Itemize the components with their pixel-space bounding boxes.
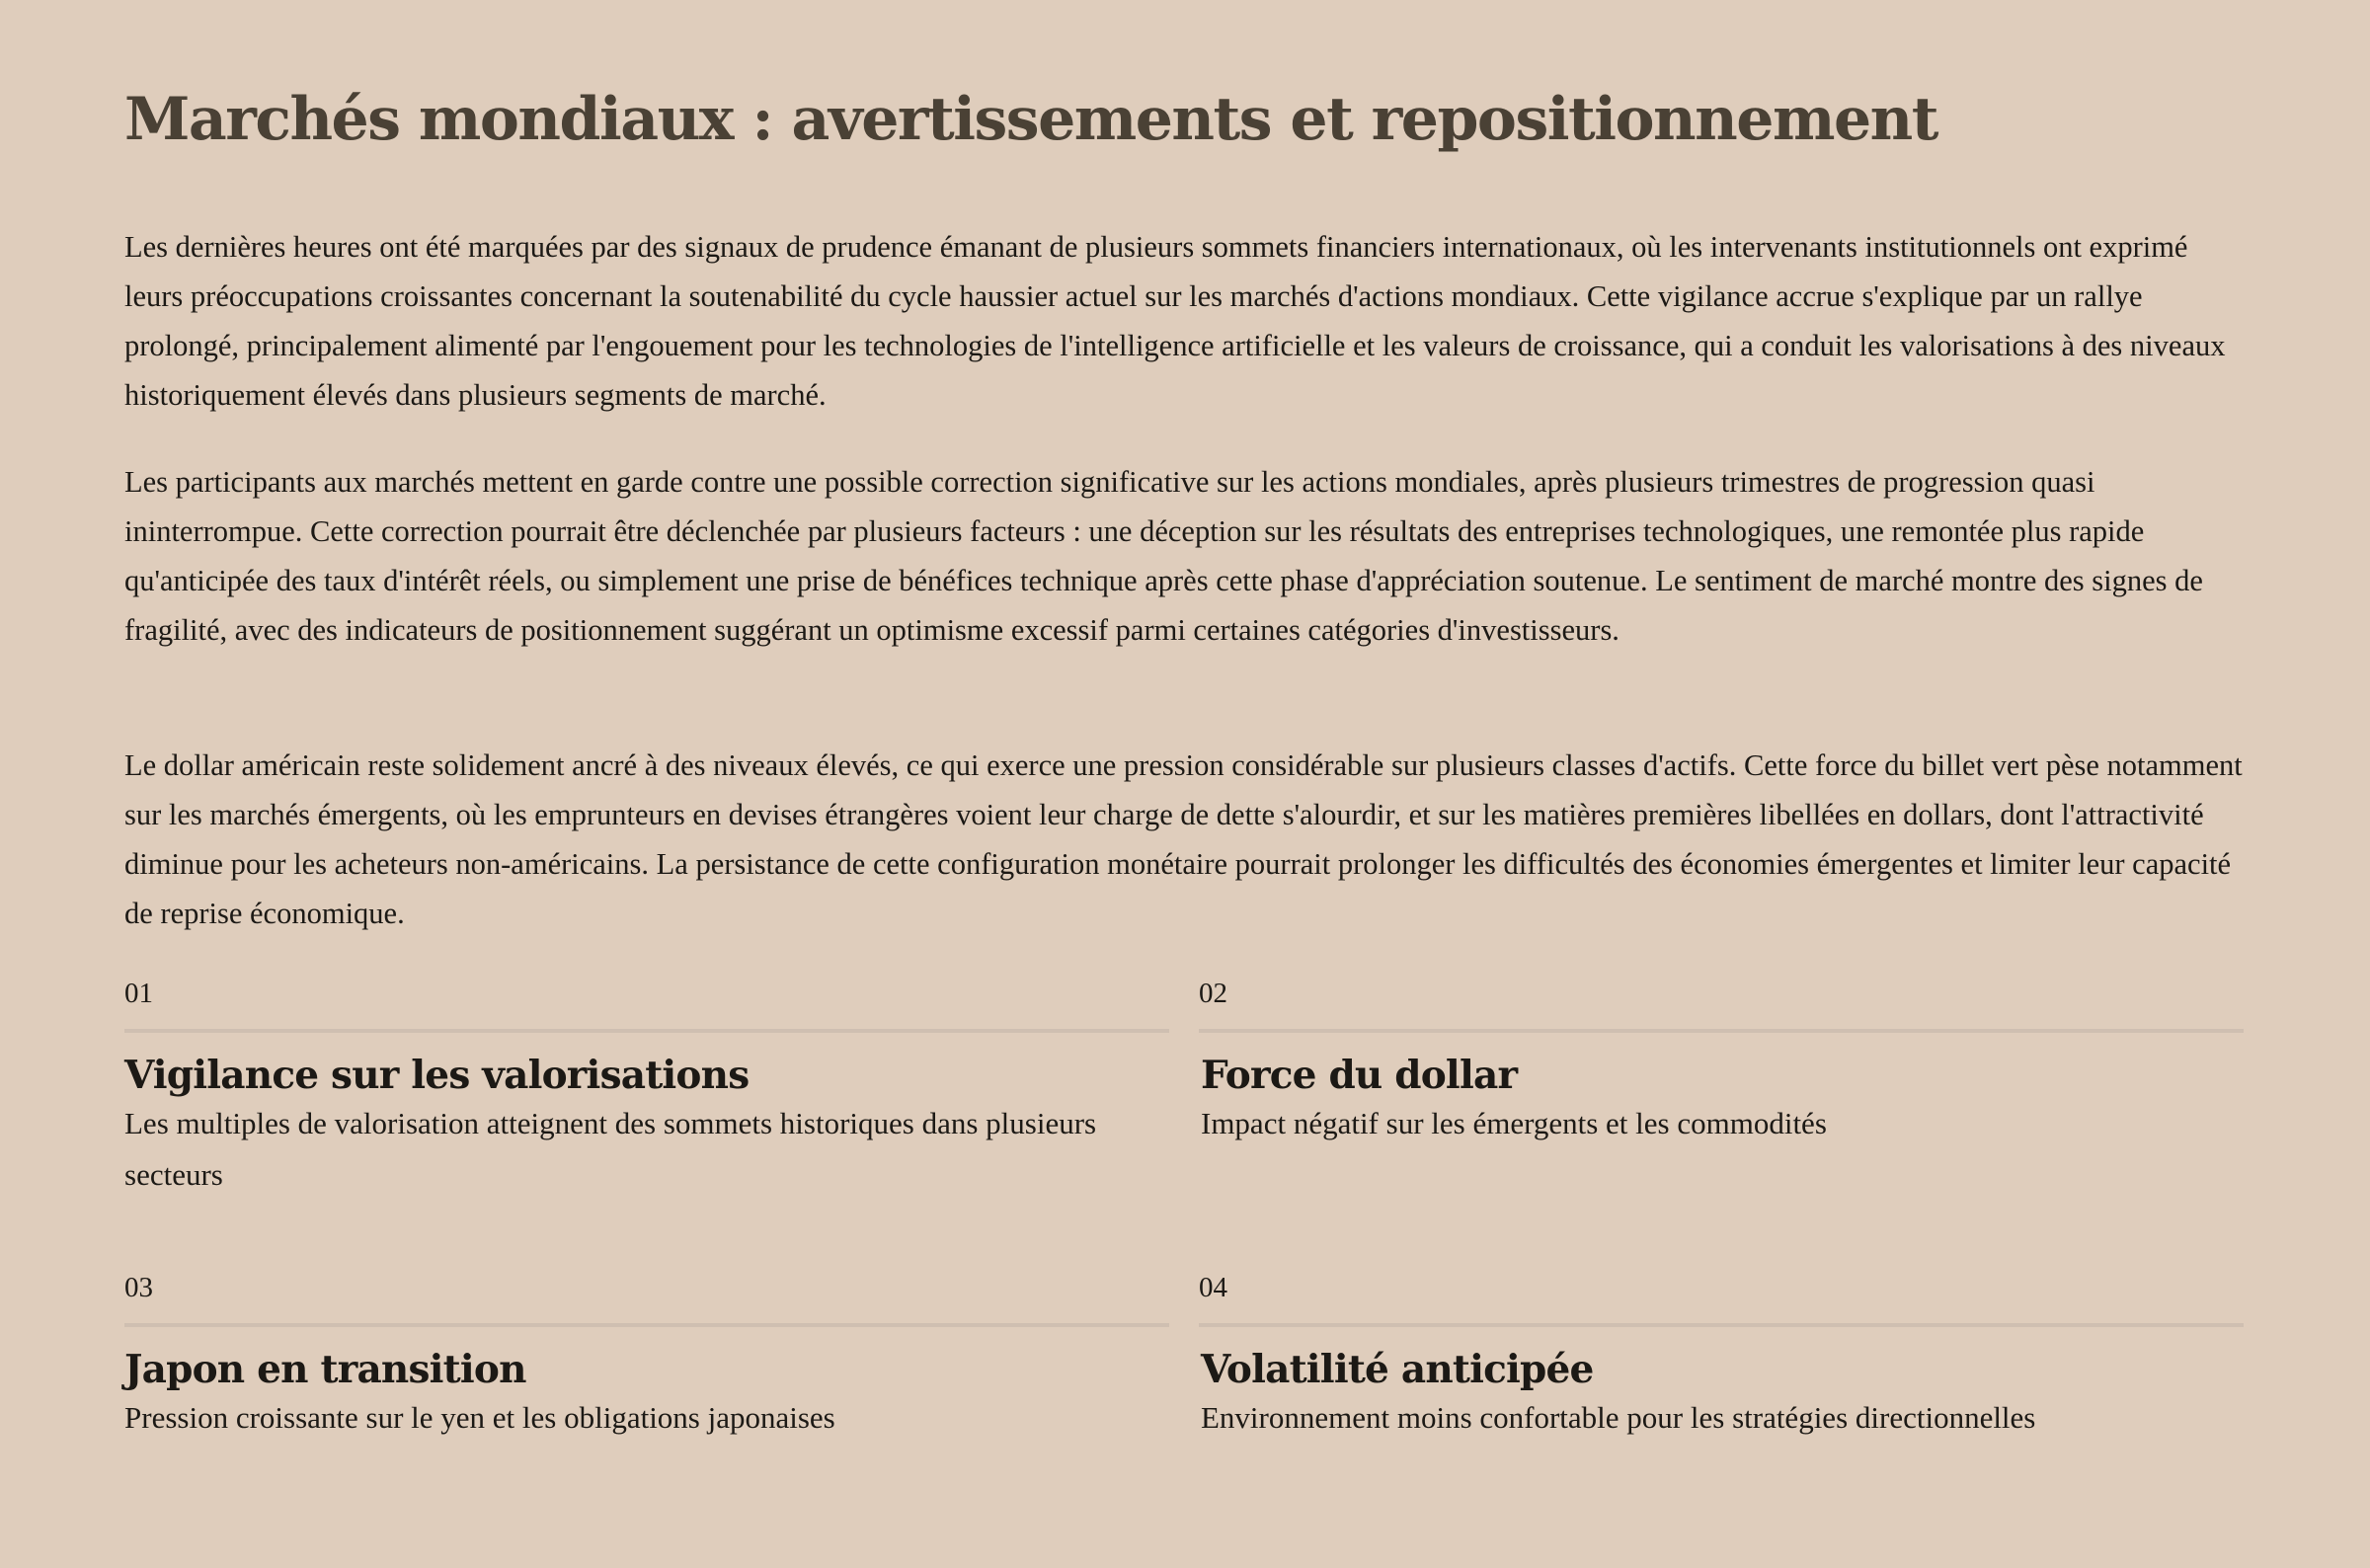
- page-title: Marchés mondiaux : avertissements et repositionnement: [124, 85, 1937, 154]
- divider: [124, 1323, 1169, 1327]
- key-point-number: 02: [1199, 978, 1227, 1009]
- divider: [1199, 1029, 2244, 1033]
- key-point-title: Japon en transition: [124, 1347, 526, 1392]
- key-point-title: Volatilité anticipée: [1201, 1347, 1594, 1392]
- paragraph: Le dollar américain reste solidement ancré à des niveaux élevés, ce qui exerce une pression considérable sur plusieurs classes d'actifs. Cette force du billet vert pèse notamment sur les marchés émergents, où les emprunteurs en devises étrangères voient leur charge de dette s'alourdir, et sur les matières premières libellées en dollars, dont l'attractivité diminue pour les acheteurs non-américains. La persistance de cette configuration monétaire pourrait prolonger les difficultés des économies émergentes et limiter leur capacité de reprise économique.: [124, 748, 2243, 930]
- key-point-number: 01: [124, 978, 153, 1009]
- divider: [124, 1029, 1169, 1033]
- key-point-description: Environnement moins confortable pour les stratégies directionnelles: [1201, 1400, 2036, 1435]
- key-point-description: Les multiples de valorisation atteignent des sommets historiques dans plusieurs secteurs: [124, 1106, 1097, 1192]
- key-point-number: 04: [1199, 1272, 1227, 1303]
- key-point-description: Impact négatif sur les émergents et les commodités: [1201, 1106, 1827, 1140]
- paragraph: Les dernières heures ont été marquées par des signaux de prudence émanant de plusieurs sommets financiers internationaux, où les intervenants institutionnels ont exprimé leurs préoccupations croissantes concernant la soutenabilité du cycle haussier actuel sur les marchés d'actions mondiaux. Cette vigilance accrue s'explique par un rallye prolongé, principalement alimenté par l'engouement pour les technologies de l'intelligence artificielle et les valeurs de croissance, qui a conduit les valorisations à des niveaux historiquement élevés dans plusieurs segments de marché.: [124, 230, 2226, 412]
- paragraph: Les participants aux marchés mettent en garde contre une possible correction significative sur les actions mondiales, après plusieurs trimestres de progression quasi ininterrompue. Cette correction pourrait être déclenchée par plusieurs facteurs : une déception sur les résultats des entreprises technologiques, une remontée plus rapide qu'anticipée des taux d'intérêt réels, ou simplement une prise de bénéfices technique après cette phase d'appréciation soutenue. Le sentiment de marché montre des signes de fragilité, avec des indicateurs de positionnement suggérant un optimisme excessif parmi certaines catégories d'investisseurs.: [124, 465, 2203, 647]
- key-point-title: Force du dollar: [1201, 1053, 1518, 1098]
- divider: [1199, 1323, 2244, 1327]
- key-point-description: Pression croissante sur le yen et les obligations japonaises: [124, 1400, 835, 1435]
- key-point-title: Vigilance sur les valorisations: [124, 1053, 750, 1098]
- key-point-number: 03: [124, 1272, 153, 1303]
